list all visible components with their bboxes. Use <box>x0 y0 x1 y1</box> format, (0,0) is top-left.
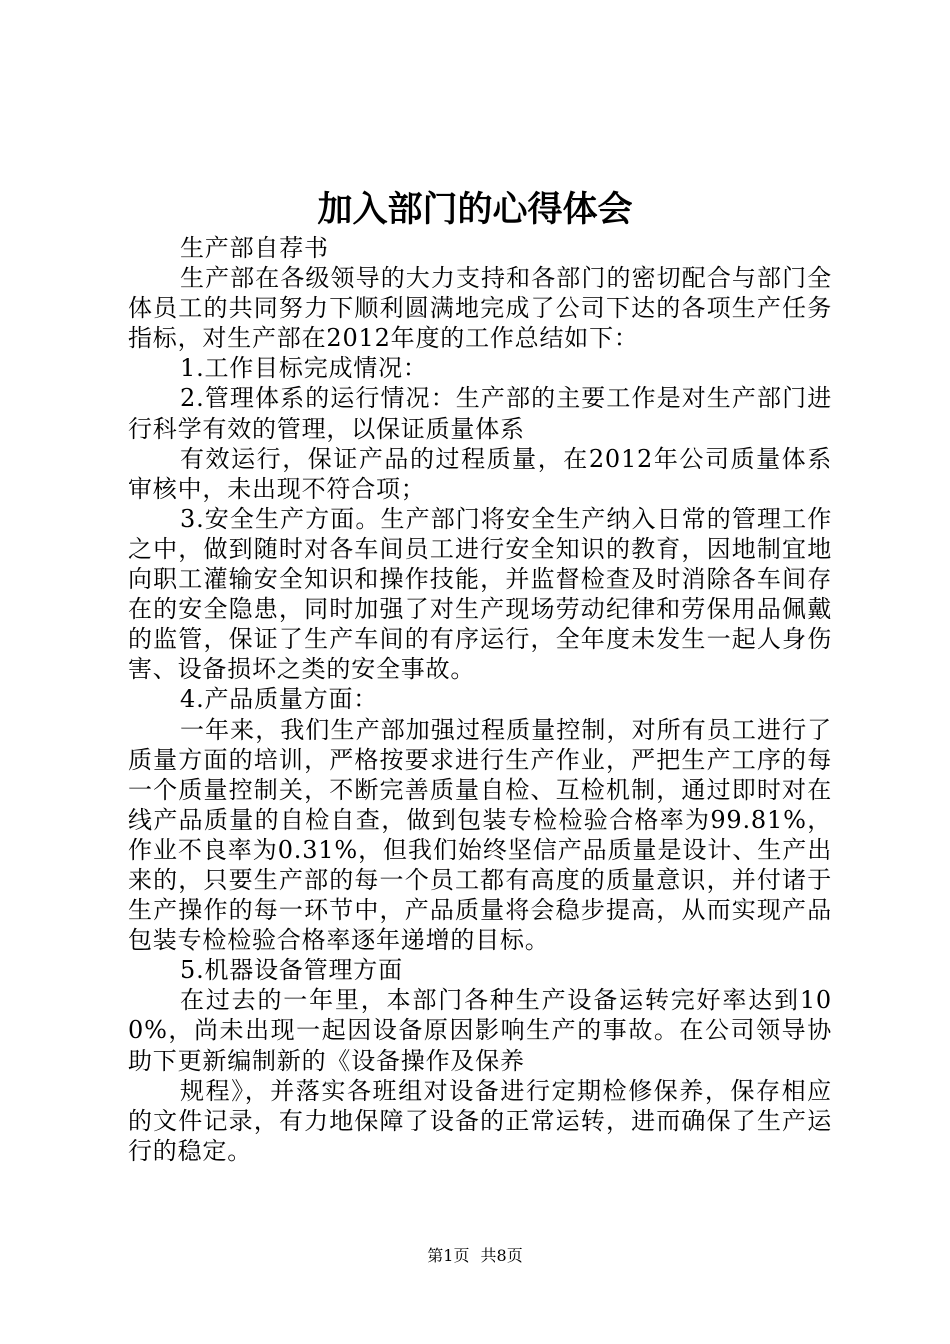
paragraph: 有效运行，保证产品的过程质量，在2012年公司质量体系审核中，未出现不符合项； <box>128 444 832 503</box>
paragraph: 4.产品质量方面： <box>180 685 379 714</box>
document-title: 加入部门的心得体会 <box>317 189 633 230</box>
paragraph: 规程》，并落实各班组对设备进行定期检修保养，保存相应的文件记录，有力地保障了设备的正常运转，进而确保了生产运行的稳定。 <box>128 1076 832 1165</box>
page-total: 共8页 <box>480 1246 523 1265</box>
paragraph: 2.管理体系的运行情况：生产部的主要工作是对生产部门进行科学有效的管理，以保证质量体系 <box>128 384 832 443</box>
paragraph: 3.安全生产方面。生产部门将安全生产纳入日常的管理工作之中，做到随时对各车间员工进行安全知识的教育，因地制宜地向职工灌输安全知识和操作技能，并监督检查及时消除各车间存在的安全隐患，同时加强了对生产现场劳动纪律和劳保用品佩戴的监管，保证了生产车间的有序运行，全年度未发生一起人身伤害、设备损坏之类的安全事故。 <box>128 504 832 684</box>
paragraph: 在过去的一年里，本部门各种生产设备运转完好率达到100%，尚未出现一起因设备原因影响生产的事故。在公司领导协助下更新编制新的《设备操作及保养 <box>128 986 832 1075</box>
paragraph: 5.机器设备管理方面 <box>180 956 403 985</box>
paragraph: 生产部自荐书 <box>180 234 329 262</box>
page-footer <box>0 1245 950 1267</box>
document-body <box>128 233 832 1166</box>
paragraph: 生产部在各级领导的大力支持和各部门的密切配合与部门全体员工的共同努力下顺利圆满地完成了公司下达的各项生产任务指标，对生产部在2012年度的工作总结如下： <box>128 264 832 353</box>
paragraph: 一年来，我们生产部加强过程质量控制，对所有员工进行了质量方面的培训，严格按要求进行生产作业，严把生产工序的每一个质量控制关，不断完善质量自检、互检机制，通过即时对在线产品质量的自检自查，做到包装专检检验合格率为99.81%，作业不良率为0.31%，但我们始终坚信产品质量是设计、生产出来的，只要生产部的每一个员工都有高度的质量意识，并付诸于生产操作的每一环节中，产品质量将会稳步提高，从而实现产品包装专检检验合格率逐年递增的目标。 <box>128 715 832 955</box>
page-number: 第1页 <box>427 1246 470 1265</box>
paragraph: 1.工作目标完成情况： <box>180 354 428 383</box>
